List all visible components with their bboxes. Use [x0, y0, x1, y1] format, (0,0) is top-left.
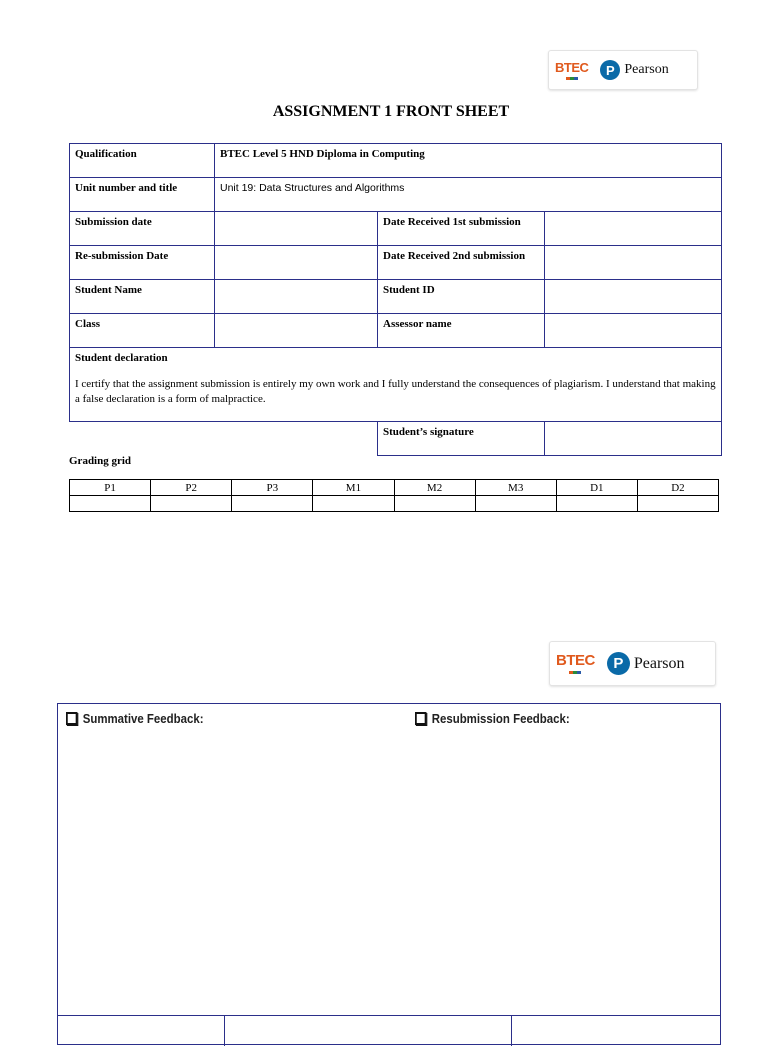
unit-value: Unit 19: Data Structures and Algorithms [215, 178, 722, 212]
date-received-2-field[interactable] [545, 246, 722, 280]
signature-label: Student’s signature [378, 422, 545, 456]
page-title: ASSIGNMENT 1 FRONT SHEET [272, 103, 510, 120]
grade-p3-cell[interactable] [232, 496, 313, 512]
table-row [70, 280, 722, 314]
class-field[interactable] [215, 314, 378, 348]
btec-logo [549, 60, 594, 81]
resubmission-date-field[interactable] [215, 246, 378, 280]
declaration-heading: Student declaration [75, 352, 168, 364]
date-received-1-field[interactable] [545, 212, 722, 246]
assessor-label: Assessor name [378, 314, 545, 348]
feedback-divider [511, 1016, 512, 1046]
qualification-label: Qualification [70, 144, 215, 178]
grade-p2-cell[interactable] [151, 496, 232, 512]
table-row [70, 212, 722, 246]
grade-p1-cell[interactable] [70, 496, 151, 512]
grade-m1-cell[interactable] [313, 496, 394, 512]
grade-d2-cell[interactable] [637, 496, 718, 512]
table-row [70, 422, 722, 456]
qualification-value: BTEC Level 5 HND Diploma in Computing [215, 144, 722, 178]
student-id-label: Student ID [378, 280, 545, 314]
signature-field[interactable] [545, 422, 722, 456]
grade-d1-header: D1 [556, 480, 637, 496]
summative-feedback[interactable] [66, 711, 204, 726]
resubmission-checkbox-icon[interactable] [415, 712, 426, 725]
table-row [70, 314, 722, 348]
submission-date-field[interactable] [215, 212, 378, 246]
feedback-box [57, 703, 721, 1045]
grade-m2-cell[interactable] [394, 496, 475, 512]
resubmission-feedback-label: Resubmission Feedback: [431, 711, 570, 726]
partner-logo-icon [569, 671, 581, 674]
front-sheet-table [69, 143, 722, 456]
submission-date-label: Submission date [70, 212, 215, 246]
btec-sub-mark [566, 76, 578, 81]
feedback-bottom-row [58, 1015, 720, 1046]
grading-header-row [70, 480, 719, 496]
student-id-field[interactable] [545, 280, 722, 314]
signature-spacer [70, 422, 378, 456]
grading-grid [69, 479, 719, 512]
btec-wordmark: BTEC [556, 652, 595, 669]
btec-sub-mark [569, 670, 581, 675]
grading-value-row [70, 496, 719, 512]
student-name-label: Student Name [70, 280, 215, 314]
grade-m1-header: M1 [313, 480, 394, 496]
btec-pearson-logo [548, 50, 698, 90]
grade-m2-header: M2 [394, 480, 475, 496]
resubmission-date-label: Re-submission Date [70, 246, 215, 280]
btec-pearson-logo-page-2 [549, 641, 716, 686]
pearson-wordmark: Pearson [624, 62, 669, 77]
resubmission-feedback[interactable] [415, 711, 570, 726]
summative-checkbox-icon[interactable] [66, 712, 77, 725]
pearson-p-icon: P [607, 652, 630, 675]
assessor-field[interactable] [545, 314, 722, 348]
table-row [70, 178, 722, 212]
summative-feedback-label: Summative Feedback: [82, 711, 204, 726]
student-name-field[interactable] [215, 280, 378, 314]
grade-d1-cell[interactable] [556, 496, 637, 512]
class-label: Class [70, 314, 215, 348]
feedback-divider [224, 1016, 225, 1046]
grade-m3-cell[interactable] [475, 496, 556, 512]
date-received-1-label: Date Received 1st submission [378, 212, 545, 246]
unit-label: Unit number and title [70, 178, 215, 212]
grade-m3-header: M3 [475, 480, 556, 496]
pearson-p-icon: P [600, 60, 620, 80]
grading-grid-label: Grading grid [69, 455, 132, 467]
table-row [70, 348, 722, 422]
pearson-logo [600, 60, 668, 80]
grade-p3-header: P3 [232, 480, 313, 496]
btec-wordmark: BTEC [555, 59, 589, 75]
date-received-2-label: Date Received 2nd submission [378, 246, 545, 280]
student-declaration [70, 348, 722, 422]
grade-p2-header: P2 [151, 480, 232, 496]
pearson-wordmark: Pearson [633, 654, 685, 672]
table-row [70, 246, 722, 280]
table-row [70, 144, 722, 178]
declaration-text: I certify that the assignment submission is entirely my own work and I fully understand the consequences of plagiarism. I understand that making a false declaration is a form of malpractice. [75, 378, 716, 405]
btec-logo [550, 652, 601, 675]
grade-d2-header: D2 [637, 480, 718, 496]
grade-p1-header: P1 [70, 480, 151, 496]
partner-logo-icon [566, 77, 578, 80]
pearson-logo [607, 652, 685, 675]
